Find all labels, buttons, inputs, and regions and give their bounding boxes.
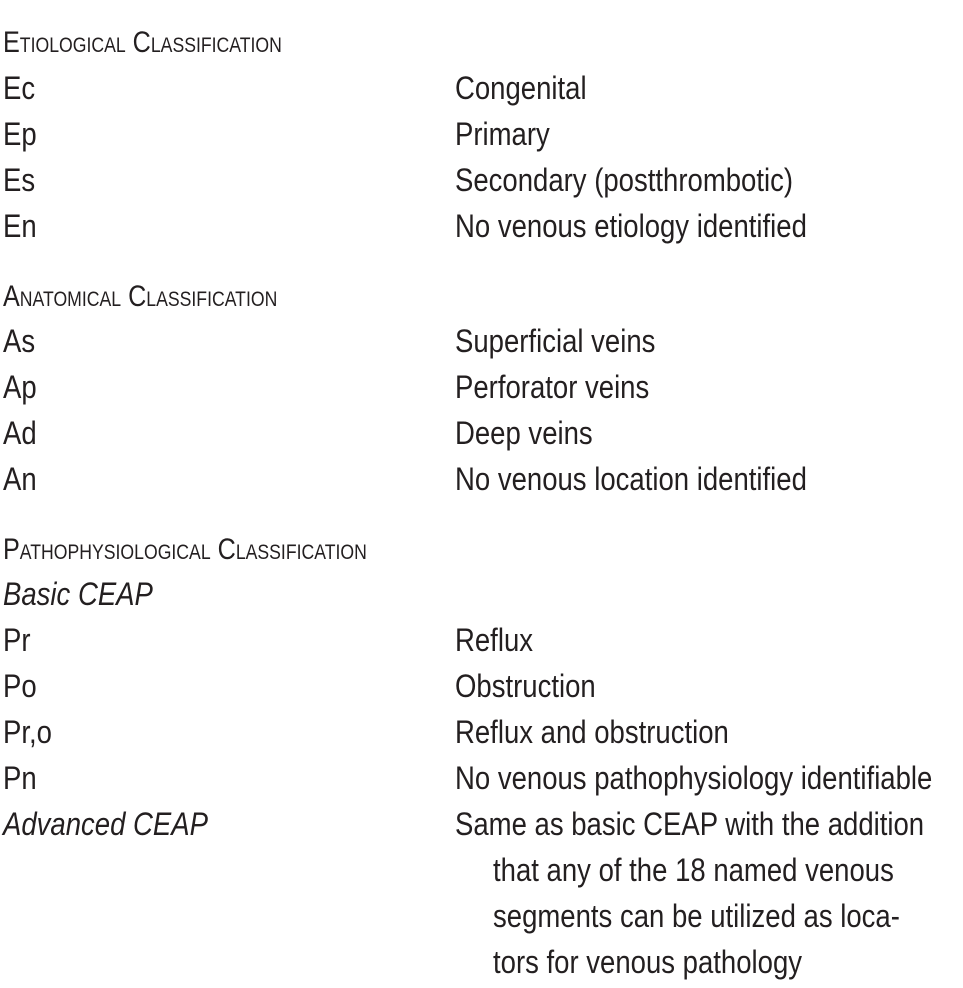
advanced-ceap-desc-line: that any of the 18 named venous	[493, 852, 894, 888]
anatomical-code: As	[3, 323, 36, 359]
basic-ceap-label: Basic CEAP	[3, 576, 153, 612]
etiological-code: Ep	[3, 116, 37, 152]
anatomical-code: An	[3, 461, 37, 497]
etiological-code: En	[3, 208, 37, 244]
pathophysiological-heading: Pathophysiological Classification	[3, 533, 367, 566]
anatomical-desc: Deep veins	[455, 415, 593, 451]
etiological-desc: Secondary (postthrombotic)	[455, 162, 794, 198]
etiological-desc: Congenital	[455, 70, 587, 106]
pathophysiological-code: Pn	[3, 760, 37, 796]
advanced-ceap-desc-line: tors for venous pathology	[493, 944, 803, 980]
anatomical-desc: No venous location identified	[455, 461, 807, 497]
pathophysiological-desc: Reflux	[455, 622, 534, 658]
etiological-code: Es	[3, 162, 36, 198]
pathophysiological-desc: Obstruction	[455, 668, 596, 704]
anatomical-desc: Perforator veins	[455, 369, 650, 405]
etiological-heading: Etiological Classification	[3, 26, 282, 59]
advanced-ceap-desc-line: segments can be utilized as loca-	[493, 898, 900, 934]
pathophysiological-code: Po	[3, 668, 37, 704]
etiological-desc: No venous etiology identified	[455, 208, 807, 244]
pathophysiological-code: Pr,o	[3, 714, 52, 750]
advanced-ceap-label: Advanced CEAP	[3, 806, 208, 842]
pathophysiological-desc: Reflux and obstruction	[455, 714, 729, 750]
anatomical-heading: Anatomical Classification	[3, 280, 278, 313]
pathophysiological-code: Pr	[3, 622, 31, 658]
pathophysiological-desc: No venous pathophysiology identifiable	[455, 760, 933, 796]
etiological-code: Ec	[3, 70, 36, 106]
anatomical-code: Ap	[3, 369, 37, 405]
advanced-ceap-desc-line: Same as basic CEAP with the addition	[455, 806, 925, 842]
anatomical-desc: Superficial veins	[455, 323, 656, 359]
anatomical-code: Ad	[3, 415, 37, 451]
etiological-desc: Primary	[455, 116, 550, 152]
